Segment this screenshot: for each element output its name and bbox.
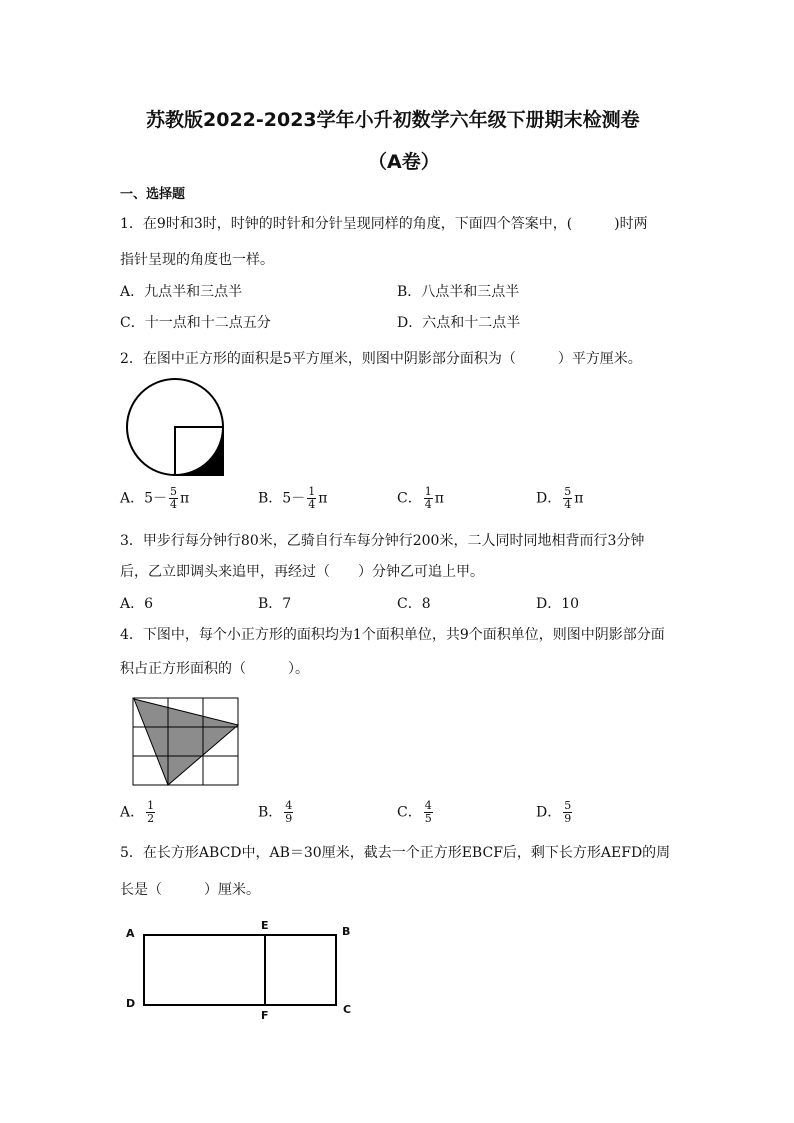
q5-label-a: A [126, 927, 135, 940]
q3-option-d[interactable]: D．10 [536, 596, 580, 612]
q5-label-d: D [126, 997, 136, 1010]
q3-option-c[interactable]: C．8 [397, 596, 431, 612]
q1-option-c[interactable]: C．十一点和十二点五分 [120, 315, 271, 331]
q2-option-a[interactable]: A．5－ $\frac{5}{4}$ π [120, 485, 190, 511]
q4-line1: 4．下图中，每个小正方形的面积均为1个面积单位，共9个面积单位，则图中阴影部分面 [120, 627, 665, 643]
q4-option-d[interactable]: D． $\frac{5}{9}$ [536, 799, 572, 825]
q4-option-b[interactable]: B． $\frac{4}{9}$ [258, 799, 293, 825]
q5-rectangle-figure [120, 915, 360, 1025]
q1-option-a[interactable]: A．九点半和三点半 [120, 284, 243, 300]
q2-option-c[interactable]: C． $\frac{1}{4}$ π [397, 485, 444, 511]
q3-line2: 后，乙立即调头来追甲，再经过（ ）分钟乙可追上甲。 [120, 564, 484, 580]
q3-option-a[interactable]: A．6 [120, 596, 154, 612]
q2-line1: 2．在图中正方形的面积是5平方厘米，则图中阴影部分面积为（ ）平方厘米。 [120, 351, 642, 367]
q1-line1: 1．在9时和3时，时钟的时针和分针呈现同样的角度，下面四个答案中，( )时两 [120, 216, 648, 232]
q4-grid-triangle-figure [132, 697, 240, 787]
q4-option-c[interactable]: C． $\frac{4}{5}$ [397, 799, 432, 825]
q4-line2: 积占正方形面积的（ ）。 [120, 661, 309, 677]
q5-label-e: E [261, 919, 269, 932]
q4-option-a[interactable]: A． $\frac{1}{2}$ [120, 799, 155, 825]
q3-line1: 3．甲步行每分钟行80米，乙骑自行车每分钟行200米，二人同时同地相背而行3分钟 [120, 533, 645, 549]
q2-option-d[interactable]: D． $\frac{5}{4}$ π [536, 485, 584, 511]
section-heading: 一、选择题 [120, 187, 186, 202]
q2-option-b[interactable]: B．5－ $\frac{1}{4}$ π [258, 485, 328, 511]
q1-option-d[interactable]: D．六点和十二点半 [397, 315, 521, 331]
q5-line2: 长是（ ）厘米。 [120, 882, 260, 898]
q5-label-b: B [342, 925, 351, 938]
q5-line1: 5．在长方形ABCD中，AB＝30厘米，截去一个正方形EBCF后，剩下长方形AEFD的周 [120, 845, 671, 861]
page-subtitle: （A卷） [368, 151, 440, 173]
q1-line2: 指针呈现的角度也一样。 [120, 252, 274, 268]
q5-label-c: C [343, 1003, 352, 1016]
q3-option-b[interactable]: B．7 [258, 596, 292, 612]
page-title: 苏教版2022-2023学年小升初数学六年级下册期末检测卷 [146, 109, 640, 131]
q1-option-b[interactable]: B．八点半和三点半 [397, 284, 520, 300]
q5-label-f: F [261, 1009, 269, 1022]
q2-circle-square-figure [120, 378, 235, 478]
